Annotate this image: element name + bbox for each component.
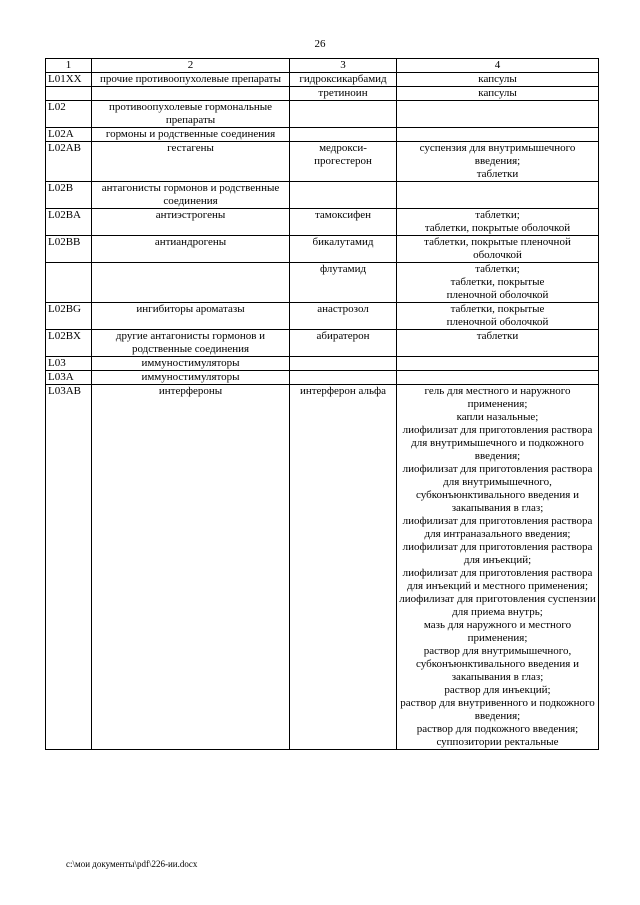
table-row (46, 73, 599, 87)
drug-name-cell (290, 182, 397, 209)
column-header: 4 (397, 59, 599, 73)
dosage-form-cell: таблетки, покрытые пленочной оболочкой (397, 303, 599, 330)
dosage-form-cell (397, 371, 599, 385)
atc-code-cell: L03AB (46, 385, 92, 750)
column-header: 3 (290, 59, 397, 73)
table-row (46, 142, 599, 182)
table-row (46, 385, 599, 750)
drug-name-cell: тамоксифен (290, 209, 397, 236)
table-row (46, 128, 599, 142)
dosage-form-cell (397, 357, 599, 371)
drug-name-cell (290, 101, 397, 128)
group-cell: антиандрогены (92, 236, 290, 263)
dosage-form-cell: гель для местного и наружного применения; капли назальные; лиофилизат для приготовления раствора для внутримышечного и подкожного введения; лиофилизат для приготовления раствора для внутримышечного, субконъюнктивального введения и закапывания в глаз; лиофилизат для приготовления раствора для интраназального введения; лиофилизат для приготовления раствора для инъекций; лиофилизат для приготовления раствора для инъекций и местного применения; лиофилизат для приготовления суспензии для приема внутрь; мазь для наружного и местного применения; раствор для внутримышечного, субконъюнктивального введения и закапывания в глаз; раствор для инъекций; раствор для внутривенного и подкожного введения; раствор для подкожного введения; суппозитории ректальные (397, 385, 599, 750)
atc-code-cell: L02BB (46, 236, 92, 263)
atc-code-cell: L02AB (46, 142, 92, 182)
dosage-form-cell: суспензия для внутримышечного введения; таблетки (397, 142, 599, 182)
atc-code-cell (46, 87, 92, 101)
dosage-form-cell: таблетки; таблетки, покрытые оболочкой (397, 209, 599, 236)
drug-name-cell: флутамид (290, 263, 397, 303)
column-header: 1 (46, 59, 92, 73)
drug-name-cell (290, 371, 397, 385)
column-header: 2 (92, 59, 290, 73)
table-row (46, 303, 599, 330)
drug-name-cell: анастрозол (290, 303, 397, 330)
dosage-form-cell (397, 182, 599, 209)
group-cell: прочие противоопухолевые препараты (92, 73, 290, 87)
file-path-footer: c:\мои документы\pdf\226-ии.docx (66, 859, 198, 869)
dosage-form-cell: таблетки (397, 330, 599, 357)
dosage-form-cell (397, 101, 599, 128)
table-row (46, 209, 599, 236)
table-row (46, 182, 599, 209)
drug-name-cell: интерферон альфа (290, 385, 397, 750)
atc-code-cell: L02BX (46, 330, 92, 357)
table-row (46, 236, 599, 263)
drug-name-cell: абиратерон (290, 330, 397, 357)
drug-name-cell: медрокси- прогестерон (290, 142, 397, 182)
drug-name-cell: гидроксикарбамид (290, 73, 397, 87)
atc-code-cell (46, 263, 92, 303)
page-number: 26 (314, 38, 326, 50)
group-cell: иммуностимуляторы (92, 371, 290, 385)
table-row (46, 357, 599, 371)
group-cell: иммуностимуляторы (92, 357, 290, 371)
table-row (46, 101, 599, 128)
drug-name-cell (290, 128, 397, 142)
atc-code-cell: L02B (46, 182, 92, 209)
group-cell: ингибиторы ароматазы (92, 303, 290, 330)
drug-table (45, 58, 599, 750)
atc-code-cell: L02A (46, 128, 92, 142)
atc-code-cell: L03A (46, 371, 92, 385)
dosage-form-cell (397, 128, 599, 142)
atc-code-cell: L02BA (46, 209, 92, 236)
dosage-form-cell: таблетки; таблетки, покрытые пленочной оболочкой (397, 263, 599, 303)
group-cell: противоопухолевые гормональные препараты (92, 101, 290, 128)
dosage-form-cell: таблетки, покрытые пленочной оболочкой (397, 236, 599, 263)
group-cell: антагонисты гормонов и родственные соединения (92, 182, 290, 209)
dosage-form-cell: капсулы (397, 87, 599, 101)
drug-name-cell (290, 357, 397, 371)
table-row (46, 263, 599, 303)
dosage-form-cell: капсулы (397, 73, 599, 87)
group-cell: гестагены (92, 142, 290, 182)
group-cell: другие антагонисты гормонов и родственные соединения (92, 330, 290, 357)
drug-name-cell: бикалутамид (290, 236, 397, 263)
drug-name-cell: третиноин (290, 87, 397, 101)
table-row (46, 371, 599, 385)
table-row (46, 330, 599, 357)
group-cell (92, 263, 290, 303)
atc-code-cell: L02BG (46, 303, 92, 330)
table-header-row (46, 59, 599, 73)
group-cell: гормоны и родственные соединения (92, 128, 290, 142)
table-row (46, 87, 599, 101)
group-cell: интерфероны (92, 385, 290, 750)
atc-code-cell: L03 (46, 357, 92, 371)
group-cell (92, 87, 290, 101)
group-cell: антиэстрогены (92, 209, 290, 236)
atc-code-cell: L01XX (46, 73, 92, 87)
atc-code-cell: L02 (46, 101, 92, 128)
table-body (46, 73, 599, 750)
